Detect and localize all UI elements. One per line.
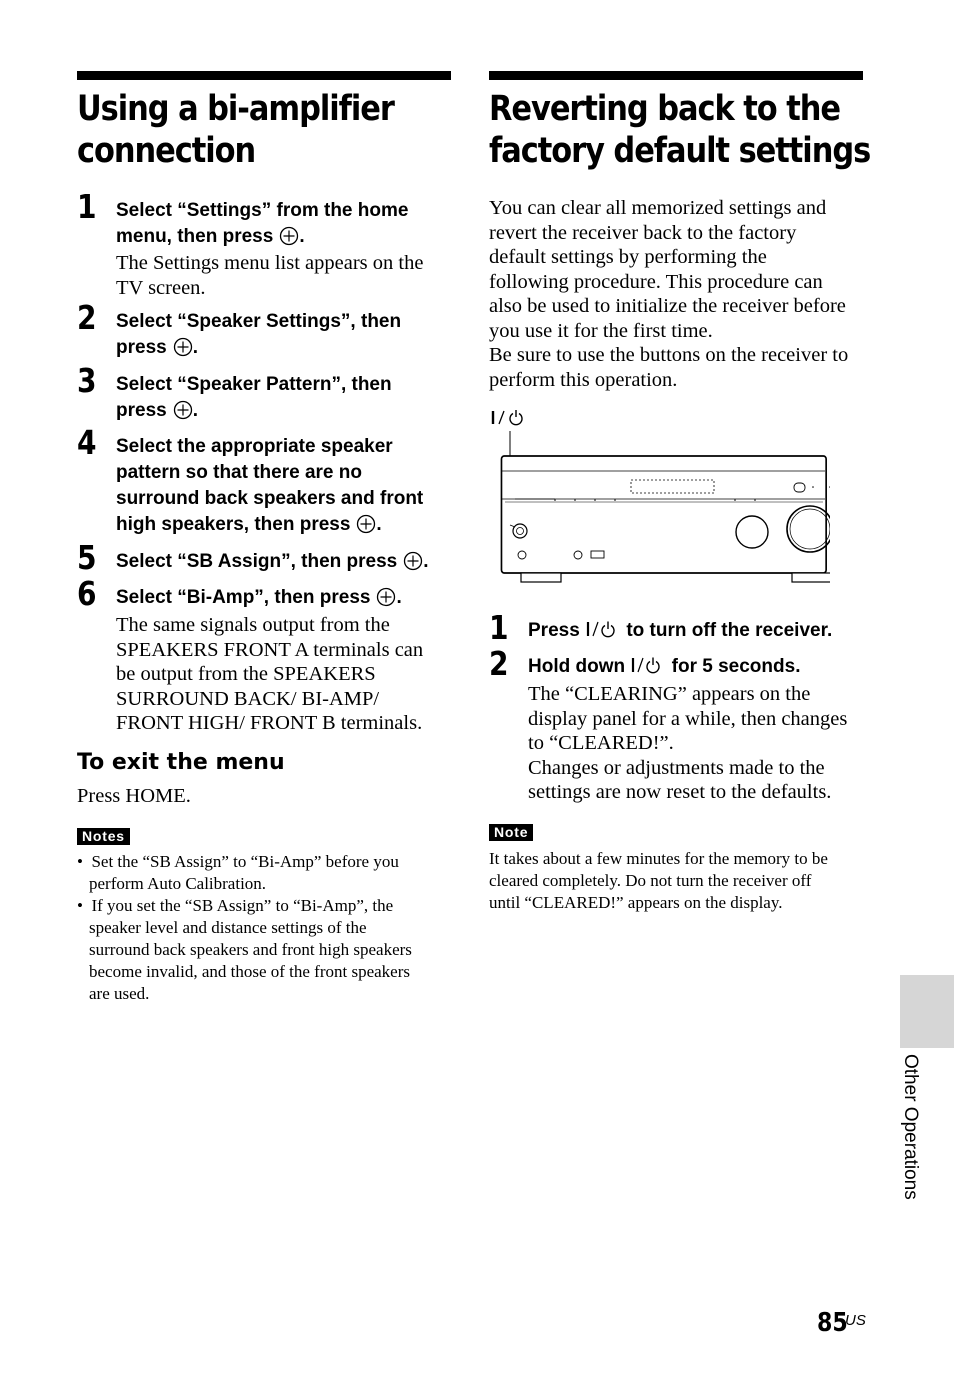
intro-line: Be sure to use the buttons on the receiver to	[489, 344, 849, 366]
intro-text	[489, 196, 848, 392]
step-1-line: Select “Settings” from the home	[116, 200, 409, 221]
step-6-body: The same signals output from the	[116, 614, 390, 636]
right-title-line1: Reverting back to the	[489, 89, 840, 129]
left-title	[77, 88, 441, 172]
step-1-line: menu, then press .	[116, 226, 305, 247]
section-tab	[900, 975, 954, 1048]
step-4-line: high speakers, then press .	[116, 514, 382, 535]
section-label-text: Other Operations	[900, 1054, 921, 1200]
intro-line: default settings by performing the	[489, 246, 767, 268]
left-title-line1: Using a bi-amplifier	[77, 89, 394, 129]
reset-step-1	[528, 618, 832, 644]
step-6-body: FRONT HIGH/ FRONT B terminals.	[116, 712, 423, 734]
step-6-body: be output from the SPEAKERS	[116, 663, 376, 685]
right-title-line2: factory default settings	[489, 131, 871, 171]
step-3-line: Select “Speaker Pattern”, then	[116, 374, 392, 395]
left-title-rule	[77, 71, 451, 80]
step-6-body: SURROUND BACK/ BI-AMP/	[116, 687, 380, 710]
intro-line: perform this operation.	[489, 368, 678, 391]
enter-button-icon	[403, 551, 423, 571]
step-6-body: SPEAKERS FRONT A terminals can	[116, 638, 424, 661]
step-number: 4	[77, 423, 97, 462]
step-number: 3	[77, 361, 97, 400]
right-title-rule	[489, 71, 863, 80]
receiver-illustration	[495, 425, 830, 585]
reset-step-2-body: display panel for a while, then changes	[528, 707, 848, 730]
note-item-cont: are used.	[89, 984, 150, 1003]
step-4-line: surround back speakers and front	[116, 488, 424, 509]
step-number: 2	[77, 298, 97, 337]
left-title-line2: connection	[77, 131, 256, 171]
step-4-line: pattern so that there are no	[116, 462, 362, 483]
intro-line: revert the receiver back to the factory	[489, 221, 797, 244]
step-4-line: Select the appropriate speaker	[116, 436, 393, 457]
step-1-body: The Settings menu list appears on the	[116, 252, 424, 274]
notes-list	[77, 851, 412, 1005]
step-number: 5	[77, 538, 97, 577]
reset-step-2-line: Hold down for 5 seconds.	[528, 656, 801, 677]
enter-button-icon	[376, 587, 396, 607]
step-number: 1	[77, 187, 97, 226]
step-number: 1	[489, 608, 509, 647]
intro-line: you use it for the first time.	[489, 319, 713, 342]
page-number: 85	[817, 1308, 848, 1338]
right-title	[489, 88, 927, 172]
step-4	[116, 434, 423, 538]
step-number: 2	[489, 644, 509, 683]
step-number: 6	[77, 574, 97, 613]
enter-button-icon	[279, 226, 299, 246]
reset-step-1-line: Press to turn off the receiver.	[528, 620, 833, 641]
note-item: • Set the “SB Assign” to “Bi-Amp” before you	[77, 852, 399, 871]
step-2	[116, 309, 401, 361]
reset-step-2-body: settings are now reset to the defaults.	[528, 781, 832, 803]
note-badge: Note	[489, 824, 533, 841]
step-3-line: press .	[116, 400, 198, 421]
step-6	[116, 585, 423, 736]
reset-step-2-body: The “CLEARING” appears on the	[528, 683, 811, 705]
intro-line: also be used to initialize the receiver before	[489, 295, 846, 317]
step-1-body: TV screen.	[116, 276, 206, 299]
power-standby-icon	[585, 619, 621, 639]
reset-step-2-body: Changes or adjustments made to the	[528, 756, 825, 779]
note-item-cont: become invalid, and those of the front speakers	[89, 962, 411, 981]
note-line: until “CLEARED!” appears on the display.	[489, 893, 783, 912]
note-item: • If you set the “SB Assign” to “Bi-Amp”, the	[77, 896, 394, 915]
step-2-line: Select “Speaker Settings”, then	[116, 311, 402, 332]
enter-button-icon	[173, 400, 193, 420]
note-item-cont: speaker level and distance settings of the	[89, 918, 367, 937]
step-5	[116, 549, 429, 575]
note-item-cont: perform Auto Calibration.	[89, 874, 267, 893]
enter-button-icon	[356, 514, 376, 534]
step-5-line: Select “SB Assign”, then press .	[116, 551, 429, 572]
note-text	[489, 848, 828, 914]
reset-step-2-body: to “CLEARED!”.	[528, 732, 674, 754]
notes-badge: Notes	[77, 828, 130, 845]
note-line: cleared completely. Do not turn the receiver off	[489, 871, 812, 890]
power-standby-icon	[630, 655, 666, 675]
step-2-line: press .	[116, 337, 198, 358]
exit-menu-body: Press HOME.	[77, 785, 191, 807]
page-suffix: US	[845, 1312, 866, 1329]
intro-line: following procedure. This procedure can	[489, 270, 823, 293]
exit-menu-heading: To exit the menu	[77, 750, 285, 775]
reset-step-2	[528, 654, 847, 805]
intro-line: You can clear all memorized settings and	[489, 197, 827, 219]
step-1	[116, 198, 423, 300]
enter-button-icon	[173, 337, 193, 357]
note-line: It takes about a few minutes for the memory to be	[489, 849, 828, 868]
step-3	[116, 372, 392, 424]
section-label	[894, 1054, 924, 1239]
note-item-cont: surround back speakers and front high speakers	[89, 940, 412, 959]
step-6-line: Select “Bi-Amp”, then press .	[116, 587, 402, 608]
